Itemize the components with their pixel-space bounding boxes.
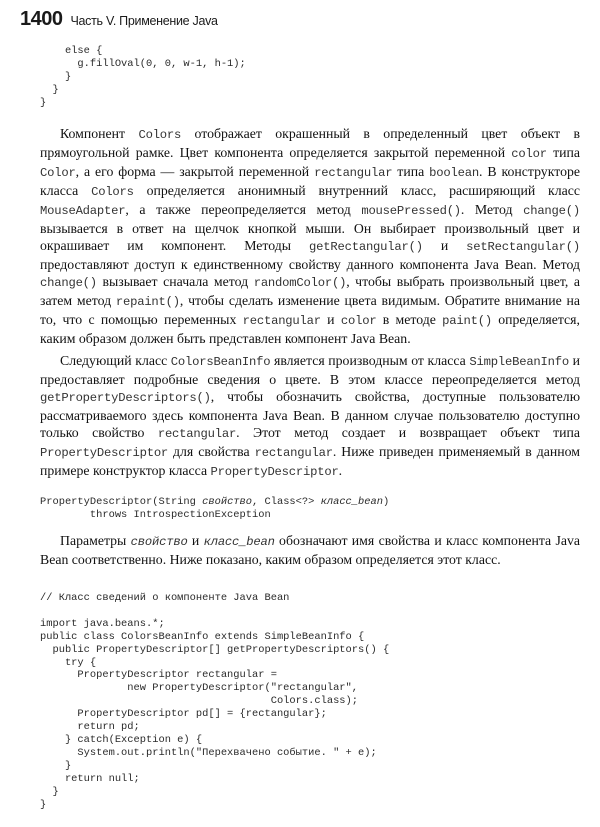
text-run: вызывается в ответ на щелчок кнопкой мыши. Он выбирает произвольный цвет и окрашивает им компонент. Методы xyxy=(40,221,580,253)
inline-code: rectangular xyxy=(242,314,321,328)
text-run: вызывает сначала метод xyxy=(96,274,254,289)
italic-param: свойство xyxy=(202,496,253,508)
text-run: , а его форма — закрытой переменной xyxy=(75,164,315,179)
text-run: PropertyDescriptor(String xyxy=(40,496,203,508)
text-run: , чтобы выбрать произвольный цвет, а затем метод xyxy=(40,274,580,308)
inline-code: Colors xyxy=(91,185,134,199)
page-number: 1400 xyxy=(20,8,63,30)
text-run: Следующий класс xyxy=(60,353,171,368)
text-run: обозначают имя свойства и класс компонента Java Bean соответственно. Ниже показано, каким образом определяется этот класс. xyxy=(40,533,580,567)
text-run: Параметры xyxy=(60,533,131,548)
text-run: типа xyxy=(392,164,430,179)
inline-code: PropertyDescriptor xyxy=(210,465,339,479)
text-run: определяется анонимный внутренний класс, расширяющий класс xyxy=(133,183,581,198)
italic-param: класс_bean xyxy=(320,496,383,508)
text-run: и xyxy=(187,533,204,548)
text-run: , чтобы обозначить свойства, доступные пользователю рассматриваемого здесь компонента Java Bean. В данном случае пользователю доступно только свойство xyxy=(40,389,580,440)
text-run: . Этот метод создает и возвращает объект типа xyxy=(236,425,580,440)
text-run: . В конструкторе класса xyxy=(40,164,580,198)
inline-code: Colors xyxy=(138,128,182,142)
code-block-top: else { g.fillOval(0, 0, w-1, h-1); } } } xyxy=(40,45,246,109)
inline-code: boolean xyxy=(429,166,479,180)
text-run: и xyxy=(422,238,467,253)
text-run: Компонент xyxy=(60,126,139,141)
inline-code: setRectangular() xyxy=(466,240,580,254)
text-run: . Ниже приведен применяемый в данном примере конструктор класса xyxy=(40,444,580,478)
paragraph-1 xyxy=(40,125,580,347)
inline-code-italic: класс_bean xyxy=(203,535,275,549)
inline-code: change() xyxy=(40,276,97,290)
inline-code: MouseAdapter xyxy=(40,204,126,218)
text-run: является производным от класса xyxy=(270,353,470,368)
inline-code: color xyxy=(511,147,547,161)
text-run: предоставляют доступ к единственному свойству данного компонента Java Bean. Метод xyxy=(40,257,580,272)
text-run: ) throws IntrospectionException xyxy=(89,496,390,521)
code-block-constructor xyxy=(40,496,389,522)
inline-code: mousePressed() xyxy=(361,204,461,218)
inline-code: rectangular xyxy=(314,166,393,180)
chapter-title: Часть V. Применение Java xyxy=(70,14,218,28)
inline-code: change() xyxy=(523,204,581,218)
inline-code: rectangular xyxy=(254,446,333,460)
text-run: . xyxy=(338,463,343,478)
text-run: . Метод xyxy=(460,202,524,217)
text-run: в методе xyxy=(376,312,443,327)
inline-code: color xyxy=(340,314,377,328)
text-run: , Class<?> xyxy=(252,496,321,508)
text-run: типа xyxy=(546,145,580,160)
text-run: определяется, каким образом должен быть представлен компонент Java Bean. xyxy=(40,312,580,346)
inline-code-italic: свойство xyxy=(130,535,188,549)
inline-code: randomColor() xyxy=(253,276,347,290)
inline-code: ColorsBeanInfo xyxy=(170,355,271,369)
page-header xyxy=(20,8,218,38)
inline-code: rectangular xyxy=(157,427,237,441)
inline-code: Color xyxy=(40,166,76,180)
inline-code: getRectangular() xyxy=(309,240,423,254)
inline-code: paint() xyxy=(442,314,492,328)
text-run: для свойства xyxy=(168,444,255,459)
paragraph-2 xyxy=(40,352,580,481)
code-block-bottom: // Класс сведений о компоненте Java Bean import java.beans.*; public class ColorsBeanInfo extends SimpleBeanInfo { public PropertyDescriptor[] getPropertyDescriptors() { try { PropertyDescriptor rectangular = new PropertyDescriptor("rectangular", Colors.class); PropertyDescriptor pd[] = {rectangular}; return pd; } catch(Exception e) { System.out.println("Перехвачено событие. " + e); } return null; } } xyxy=(40,592,390,811)
inline-code: getPropertyDescriptors() xyxy=(40,391,211,405)
text-run: , а также переопределяется метод xyxy=(125,202,362,217)
inline-code: repaint() xyxy=(115,295,180,309)
inline-code: SimpleBeanInfo xyxy=(469,355,569,369)
inline-code: PropertyDescriptor xyxy=(40,446,169,460)
text-run: и предоставляет подробные сведения о цвете. В этом классе переопределяется метод xyxy=(40,353,580,387)
paragraph-3 xyxy=(40,532,580,568)
text-run: отображает окрашенный в определенный цвет объект в прямоугольной рамке. Цвет компонента определяется закрытой переменной xyxy=(40,126,580,160)
text-run: , чтобы сделать изменение цвета видимым. Обратите внимание на то, что с помощью переменных xyxy=(40,293,580,327)
text-run: и xyxy=(320,312,341,327)
